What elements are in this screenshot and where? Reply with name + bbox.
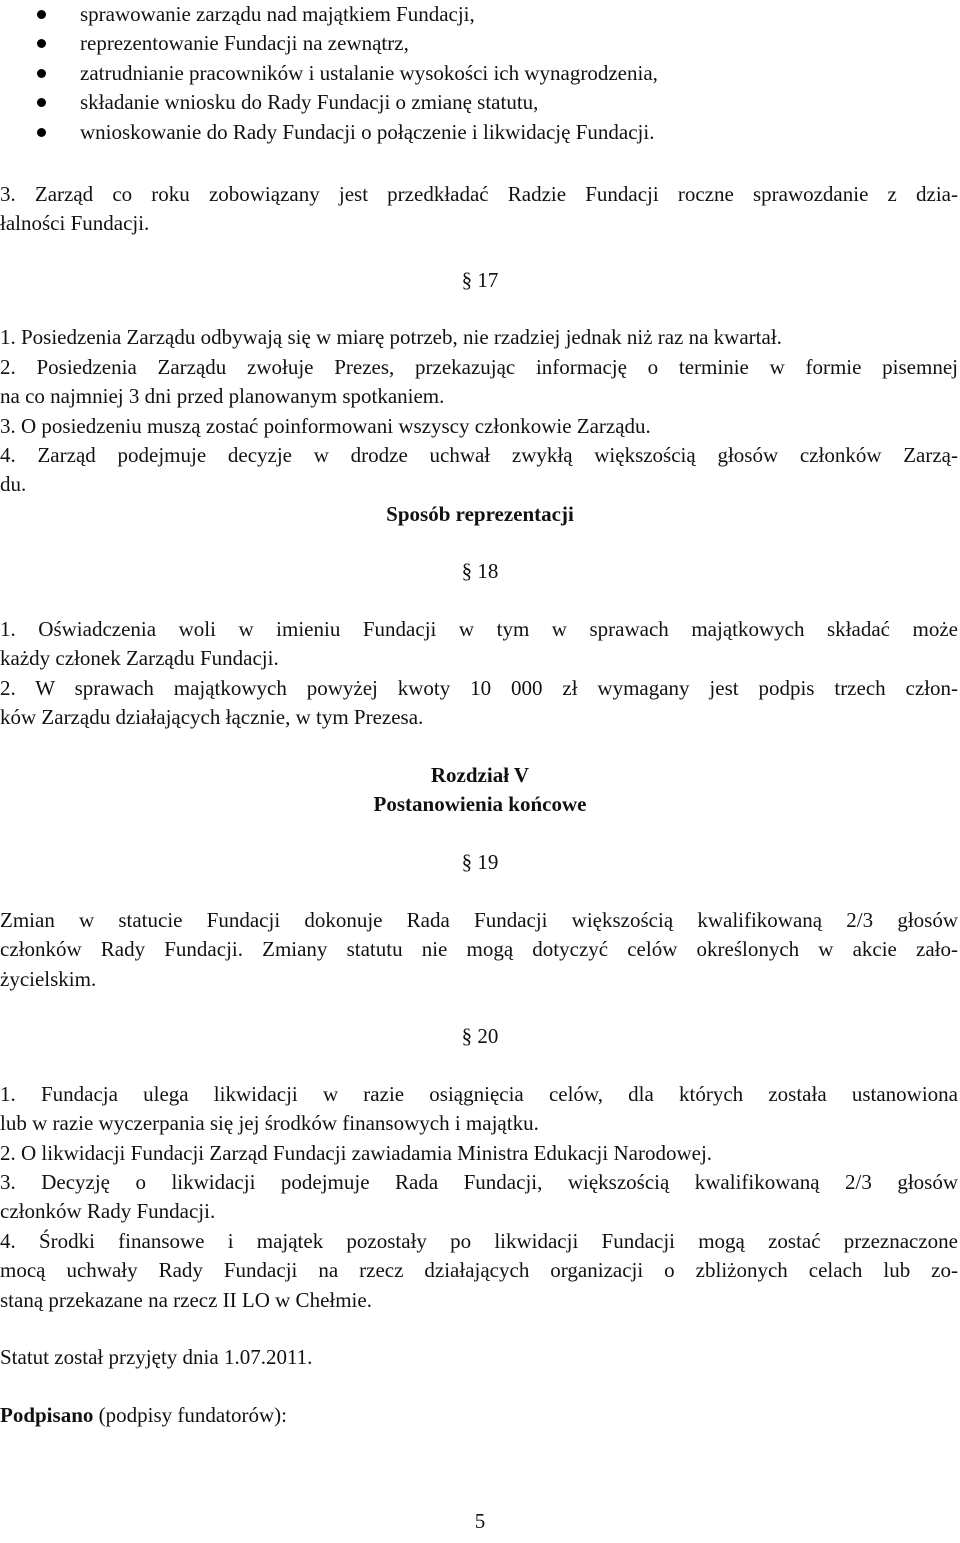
signed-note: (podpisy fundatorów): bbox=[93, 1403, 288, 1427]
paragraph-line: na co najmniej 3 dni przed planowanym spotkaniem. bbox=[0, 384, 445, 408]
paragraph-line: du. bbox=[0, 472, 27, 496]
bullet-icon bbox=[37, 98, 46, 107]
paragraph-line: członków Rady Fundacji. Zmiany statutu nie mogą dotyczyć celów określonych w akcie zało- bbox=[0, 937, 958, 961]
signed-label: Podpisano bbox=[0, 1403, 94, 1427]
paragraph-line: staną przekazane na rzecz II LO w Chełmie. bbox=[0, 1288, 372, 1312]
bullet-icon bbox=[37, 10, 46, 19]
paragraph-line: 4. Środki finansowe i majątek pozostały po likwidacji Fundacji mogą zostać przeznaczone bbox=[0, 1229, 958, 1253]
paragraph-line: 1. Fundacja ulega likwidacji w razie osiągnięcia celów, dla których została ustanowiona bbox=[0, 1082, 958, 1106]
section-number: § 17 bbox=[461, 268, 499, 292]
paragraph-line: 2. W sprawach majątkowych powyżej kwoty 10 000 zł wymagany jest podpis trzech człon- bbox=[0, 676, 958, 700]
section-number: § 18 bbox=[461, 559, 499, 583]
chapter-heading: Rozdział V bbox=[430, 763, 530, 787]
section-number: § 19 bbox=[461, 850, 499, 874]
paragraph-line: członków Rady Fundacji. bbox=[0, 1199, 216, 1223]
paragraph-line: 4. Zarząd podejmuje decyzje w drodze uchwał zwykłą większością głosów członków Zarzą- bbox=[0, 443, 958, 467]
paragraph-line: 2. O likwidacji Fundacji Zarząd Fundacji zawiadamia Ministra Edukacji Narodowej. bbox=[0, 1141, 713, 1165]
signatures-line bbox=[0, 1401, 287, 1430]
paragraph-line: 1. Oświadczenia woli w imieniu Fundacji w tym w sprawach majątkowych składać może bbox=[0, 617, 958, 641]
chapter-title: Postanowienia końcowe bbox=[373, 792, 587, 816]
paragraph-line: 3. O posiedzeniu muszą zostać poinformowani wszyscy członkowie Zarządu. bbox=[0, 414, 651, 438]
paragraph-line: 1. Posiedzenia Zarządu odbywają się w miarę potrzeb, nie rzadziej jednak niż raz na kwartał. bbox=[0, 325, 782, 349]
adoption-date: Statut został przyjęty dnia 1.07.2011. bbox=[0, 1345, 313, 1369]
paragraph-line: mocą uchwały Rady Fundacji na rzecz działających organizacji o zbliżonych celach lub zo- bbox=[0, 1258, 958, 1282]
section-number: § 20 bbox=[461, 1024, 499, 1048]
paragraph-line: każdy członek Zarządu Fundacji. bbox=[0, 646, 279, 670]
paragraph-line: łalności Fundacji. bbox=[0, 211, 150, 235]
section-heading: Sposób reprezentacji bbox=[386, 502, 574, 526]
document-page: sprawowanie zarządu nad majątkiem Fundacji, reprezentowanie Fundacji na zewnątrz, zatrudnianie pracowników i ustalanie wysokości ich wynagrodzenia, składanie wniosku do Rady Fundacji o zmianę statutu, wnioskowanie do Rady Fundacji o połączenie i likwidację Fundacji. 3. Zarząd co roku zobowiązany jest przedkładać Radzie Fundacji roczne sprawozdanie z dzia- łalności Fundacji. § 17 1. Posiedzenia Zarządu odbywają się w miarę potrzeb, nie rzadziej jednak niż raz na kwartał. 2. Posiedzenia Zarządu zwołuje Prezes, przekazując informację o terminie w formie pisemnej na co najmniej 3 dni przed planowanym spotkaniem. 3. O posiedzeniu muszą zostać poinformowani wszyscy członkowie Zarządu. 4. Zarząd podejmuje decyzje w drodze uchwał zwykłą większością głosów członków Zarzą- du. Sposób reprezentacji § 18 1. Oświadczenia woli w imieniu Fundacji w tym w sprawach majątkowych składać może każdy członek Zarządu Fundacji. 2. W sprawach majątkowych powyżej kwoty 10 000 zł wymagany jest podpis trzech człon- ków Zarządu działających łącznie, w tym Prezesa. Rozdział V Postanowienia końcowe § 19 Zmian w statucie Fundacji dokonuje Rada Fundacji większością kwalifikowaną 2/3 głosów członków Rady Fundacji. Zmiany statutu nie mogą dotyczyć celów określonych w akcie zało- życielskim. § 20 1. Fundacja ulega likwidacji w razie osiągnięcia celów, dla których została ustanowiona lub w razie wyczerpania się jej środków finansowych i majątku. 2. O likwidacji Fundacji Zarząd Fundacji zawiadamia Ministra Edukacji Narodowej. 3. Decyzję o likwidacji podejmuje Rada Fundacji, większością kwalifikowaną 2/3 głosów członków Rady Fundacji. 4. Środki finansowe i majątek pozostały po likwidacji Fundacji mogą zostać przeznaczone mocą uchwały Rady Fundacji na rzecz działających organizacji o zbliżonych celach lub zo- staną przekazane na rzecz II LO w Chełmie. Statut został przyjęty dnia 1.07.2011. Podpisano (podpisy fundatorów): 5 bbox=[0, 0, 960, 1543]
bullet-icon bbox=[37, 128, 46, 137]
paragraph-line: 3. Decyzję o likwidacji podejmuje Rada Fundacji, większością kwalifikowaną 2/3 głosów bbox=[0, 1170, 958, 1194]
paragraph-line: Zmian w statucie Fundacji dokonuje Rada Fundacji większością kwalifikowaną 2/3 głosów bbox=[0, 908, 958, 932]
paragraph-line: ków Zarządu działających łącznie, w tym Prezesa. bbox=[0, 705, 424, 729]
bullet-icon bbox=[37, 39, 46, 48]
bullet-icon bbox=[37, 69, 46, 78]
page-number: 5 bbox=[474, 1509, 486, 1533]
paragraph-line: lub w razie wyczerpania się jej środków finansowych i majątku. bbox=[0, 1111, 539, 1135]
paragraph-line: 3. Zarząd co roku zobowiązany jest przedkładać Radzie Fundacji roczne sprawozdanie z dzia- bbox=[0, 182, 958, 206]
paragraph-line: 2. Posiedzenia Zarządu zwołuje Prezes, przekazując informację o terminie w formie pisemnej bbox=[0, 355, 958, 379]
paragraph-line: życielskim. bbox=[0, 967, 97, 991]
